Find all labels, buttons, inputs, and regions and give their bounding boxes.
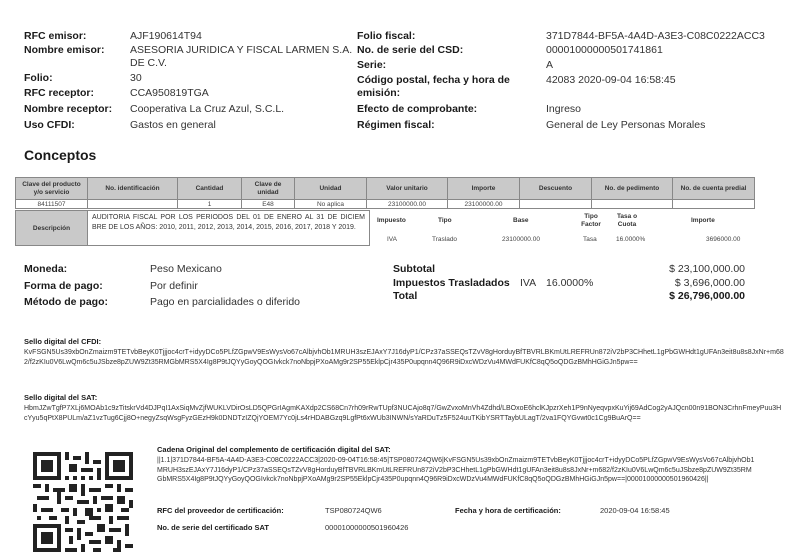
total-value: $ 26,796,000.00 — [669, 290, 745, 302]
descripcion-box — [15, 210, 370, 246]
nombre-emisor-value: ASESORIA JURIDICA Y FISCAL LARMEN S.A. — [130, 44, 353, 56]
tax-header-tasa-cuota: Tasa o Cuota — [616, 213, 638, 228]
tax-header-impuesto: Impuesto — [377, 217, 406, 224]
nombre-receptor-label: Nombre receptor: — [24, 103, 113, 115]
sello-sat-title: Sello digital del SAT: — [24, 393, 98, 402]
moneda-label: Moneda: — [24, 263, 68, 275]
tax-impuesto: IVA — [387, 236, 397, 243]
impuestos-tipo: IVA — [520, 277, 537, 289]
fecha-certificacion-value: 2020-09-04 16:58:45 — [600, 506, 670, 515]
descripcion-label: Descripción — [16, 211, 88, 245]
sello-cfdi-text: KvFSGN5Us39xbOnZmaizm9TETvbBeyK0Tjjjoc4crT+idyyDCo5PLfZGpwV9EsWysVo67cAlbjvhOb1MRUH3szEJAxY7J16dyP1/CPz37aSSEQsTZvV8gHorduyBfTBVRLBKmUtLREFRUn872iV2bP3CHhetL1gPbGWHdt1gUFAn3eit8u8s8JxNr+m682/f2zKIu0V6LwQm6c5uJSbze8pZUW9Zt35RMGbMRS5X4Ig8P9tJQYyGoyQOGIvkck7noNbpjPXoAMg9r2SP55EklpCjr435P0upqnn4Q96R9iDxcWDzVu4MWdFUKfC8qQ5oQDGzBMhHGiGJn5pw== — [24, 349, 784, 366]
sello-cfdi-title: Sello digital del CFDI: — [24, 337, 102, 346]
metodo-pago-label: Método de pago: — [24, 296, 108, 308]
rfc-proveedor-label: RFC del proveedor de certificación: — [157, 506, 284, 515]
tax-tipo: Traslado — [432, 236, 458, 243]
folio-label: Folio: — [24, 72, 53, 84]
folio-value: 30 — [130, 72, 142, 84]
nombre-emisor-value-line2: DE C.V. — [130, 57, 167, 69]
cp-fecha-label: Código postal, fecha y hora de — [357, 74, 510, 86]
table-row — [16, 200, 755, 209]
subtotal-value: $ 23,100,000.00 — [669, 263, 745, 275]
uso-cfdi-value: Gastos en general — [130, 119, 216, 131]
nombre-receptor-value: Cooperativa La Cruz Azul, S.C.L. — [130, 103, 285, 115]
fecha-certificacion-label: Fecha y hora de certificación: — [455, 506, 561, 515]
cadena-original-text: ||1.1|371D7844-BF5A-4A4D-A3E3-C08C0222ACC3|2020-09-04T16:58:45|TSP080724QW6|KvFSGN5Us39xbOnZmaizm9TETvbBeyK0Tjjjoc4crT+idyyDCo5PLfZGpwV9EsWysVo67cAlbjvhOb1MRUH3szEJAxY7J16dyP1/CPz37aSSEQsTZvV8gHorduyBfTBVRLBKmUtLREFRUn872iV2bP3CHhetL1gPbGWHdt1gUFAn3eit8u8s8JxNr+m682/f2zKIu0V6LwQm6c5uJSbze8pZUW9Zt35RMGbMRS5X4Ig8P9tJQYyGoyQOGIvkck7noNbpjPXoAMg9r2SP55EklpCjr435P0upqnn4Q96R9iDxcWDzVu4MWdFUKfC8qQ5oQDGzBMhHGiGJn5pw==|00001000000501960426|| — [157, 457, 755, 483]
conceptos-title: Conceptos — [24, 147, 97, 163]
qr-code-icon — [33, 452, 133, 552]
serie-certificado-sat-value: 00001000000501960426 — [325, 523, 409, 532]
cadena-original-title: Cadena Original del complemento de certificación digital del SAT: — [157, 445, 391, 454]
descripcion-text: AUDITORIA FISCAL POR LOS PERIODOS DEL 01 DE ENERO AL 31 DE DICIEM BRE DE LOS AÑOS: 2010, 2011, 2012, 2013, 2014, 2015, 2016, 2017, 2018 Y 2019. — [92, 214, 365, 231]
cp-fecha-value: 42083 2020-09-04 16:58:45 — [546, 74, 676, 86]
no-serie-csd-value: 00001000000501741861 — [546, 44, 663, 56]
tax-tasa: 16.0000% — [616, 236, 646, 243]
tax-header-tipo: Tipo — [438, 217, 452, 224]
impuestos-tasa: 16.0000% — [546, 277, 594, 289]
subtotal-label: Subtotal — [393, 263, 435, 275]
total-label: Total — [393, 290, 418, 302]
cell-no-identificacion — [88, 200, 178, 209]
tax-tipo-factor: Tasa — [583, 236, 597, 243]
forma-pago-value: Por definir — [150, 280, 198, 292]
regimen-fiscal-label: Régimen fiscal: — [357, 119, 435, 131]
col-descuento: Descuento — [520, 178, 592, 200]
conceptos-table — [15, 177, 755, 209]
tax-importe: 3696000.00 — [706, 236, 741, 243]
sello-sat-text: HbmJZwTgfP7XLj6MOAb1c9zTitskrVd4DJPqI1AxSiqMvZjfWUKLVDirOsLD5QPGrIAgmKAXdp2CS68Cn7rh09rRwTUpf3NUCAjo8q7/GwZvxoMnVh4Zdhd/LBOxoE6hclKJpzrXeh1P9nNyeqvpxKuYij69AdCog2yAJQcn00n91BON3CrhnFmeyPuu3HcYyu5qPtX8PULm/aZ1vzTug6Cjj8O+negyZsqWsgFyzGEzH9k0DNDTzIZQjYOEM7Yc0jLs4rHDABGzq9LgfPt6xWUb3INWN/sYaRDuTz5F524uuTKibYSRTTaybULagT/2va1FQYGvwt0c1Cg9BuArQ== — [24, 405, 782, 422]
col-cuenta-predial: No. de cuenta predial — [673, 178, 755, 200]
cell-cantidad: 1 — [178, 200, 242, 209]
folio-fiscal-value: 371D7844-BF5A-4A4D-A3E3-C08C0222ACC3 — [546, 30, 765, 42]
tax-header-tipo-factor: Tipo Factor — [581, 213, 601, 228]
impuestos-value: $ 3,696,000.00 — [674, 277, 745, 289]
rfc-receptor-value: CCA950819TGA — [130, 87, 209, 99]
col-unidad: Unidad — [295, 178, 367, 200]
col-no-pedimento: No. de pedimento — [592, 178, 673, 200]
col-importe: Importe — [448, 178, 520, 200]
cp-fecha-label-line2: emisión: — [357, 87, 401, 99]
nombre-emisor-label: Nombre emisor: — [24, 44, 105, 56]
serie-certificado-sat-label: No. de serie del certificado SAT — [157, 523, 269, 532]
metodo-pago-value: Pago en parcialidades o diferido — [150, 296, 301, 308]
tax-header-importe: Importe — [691, 217, 715, 224]
tax-base: 23100000.00 — [502, 236, 540, 243]
col-no-identificacion: No. identificación — [88, 178, 178, 200]
table-header-row — [16, 178, 755, 200]
efecto-comprobante-label: Efecto de comprobante: — [357, 103, 478, 115]
col-clave-producto: Clave del producto y/o servicio — [16, 178, 88, 200]
serie-value: A — [546, 59, 554, 71]
cell-no-pedimento — [592, 200, 673, 209]
rfc-emisor-label: RFC emisor: — [24, 30, 87, 42]
cell-clave-unidad: E48 — [242, 200, 295, 209]
efecto-comprobante-value: Ingreso — [546, 103, 582, 115]
serie-label: Serie: — [357, 59, 387, 71]
forma-pago-label: Forma de pago: — [24, 280, 103, 292]
no-serie-csd-label: No. de serie del CSD: — [357, 44, 464, 56]
cell-valor-unitario: 23100000.00 — [367, 200, 448, 209]
cell-clave-producto: 84111507 — [16, 200, 88, 209]
cell-importe: 23100000.00 — [448, 200, 520, 209]
impuestos-trasladados-label: Impuestos Trasladados — [393, 277, 510, 289]
col-valor-unitario: Valor unitario — [367, 178, 448, 200]
rfc-receptor-label: RFC receptor: — [24, 87, 95, 99]
col-clave-unidad: Clave de unidad — [242, 178, 295, 200]
qr-code — [33, 452, 133, 552]
folio-fiscal-label: Folio fiscal: — [357, 30, 416, 42]
rfc-emisor-value: AJF190614T94 — [130, 30, 202, 42]
cell-cuenta-predial — [673, 200, 755, 209]
col-cantidad: Cantidad — [178, 178, 242, 200]
tax-header-base: Base — [513, 217, 529, 224]
moneda-value: Peso Mexicano — [150, 263, 222, 275]
rfc-proveedor-value: TSP080724QW6 — [325, 506, 382, 515]
cell-descuento — [520, 200, 592, 209]
regimen-fiscal-value: General de Ley Personas Morales — [546, 119, 706, 131]
cell-unidad: No aplica — [295, 200, 367, 209]
uso-cfdi-label: Uso CFDI: — [24, 119, 75, 131]
